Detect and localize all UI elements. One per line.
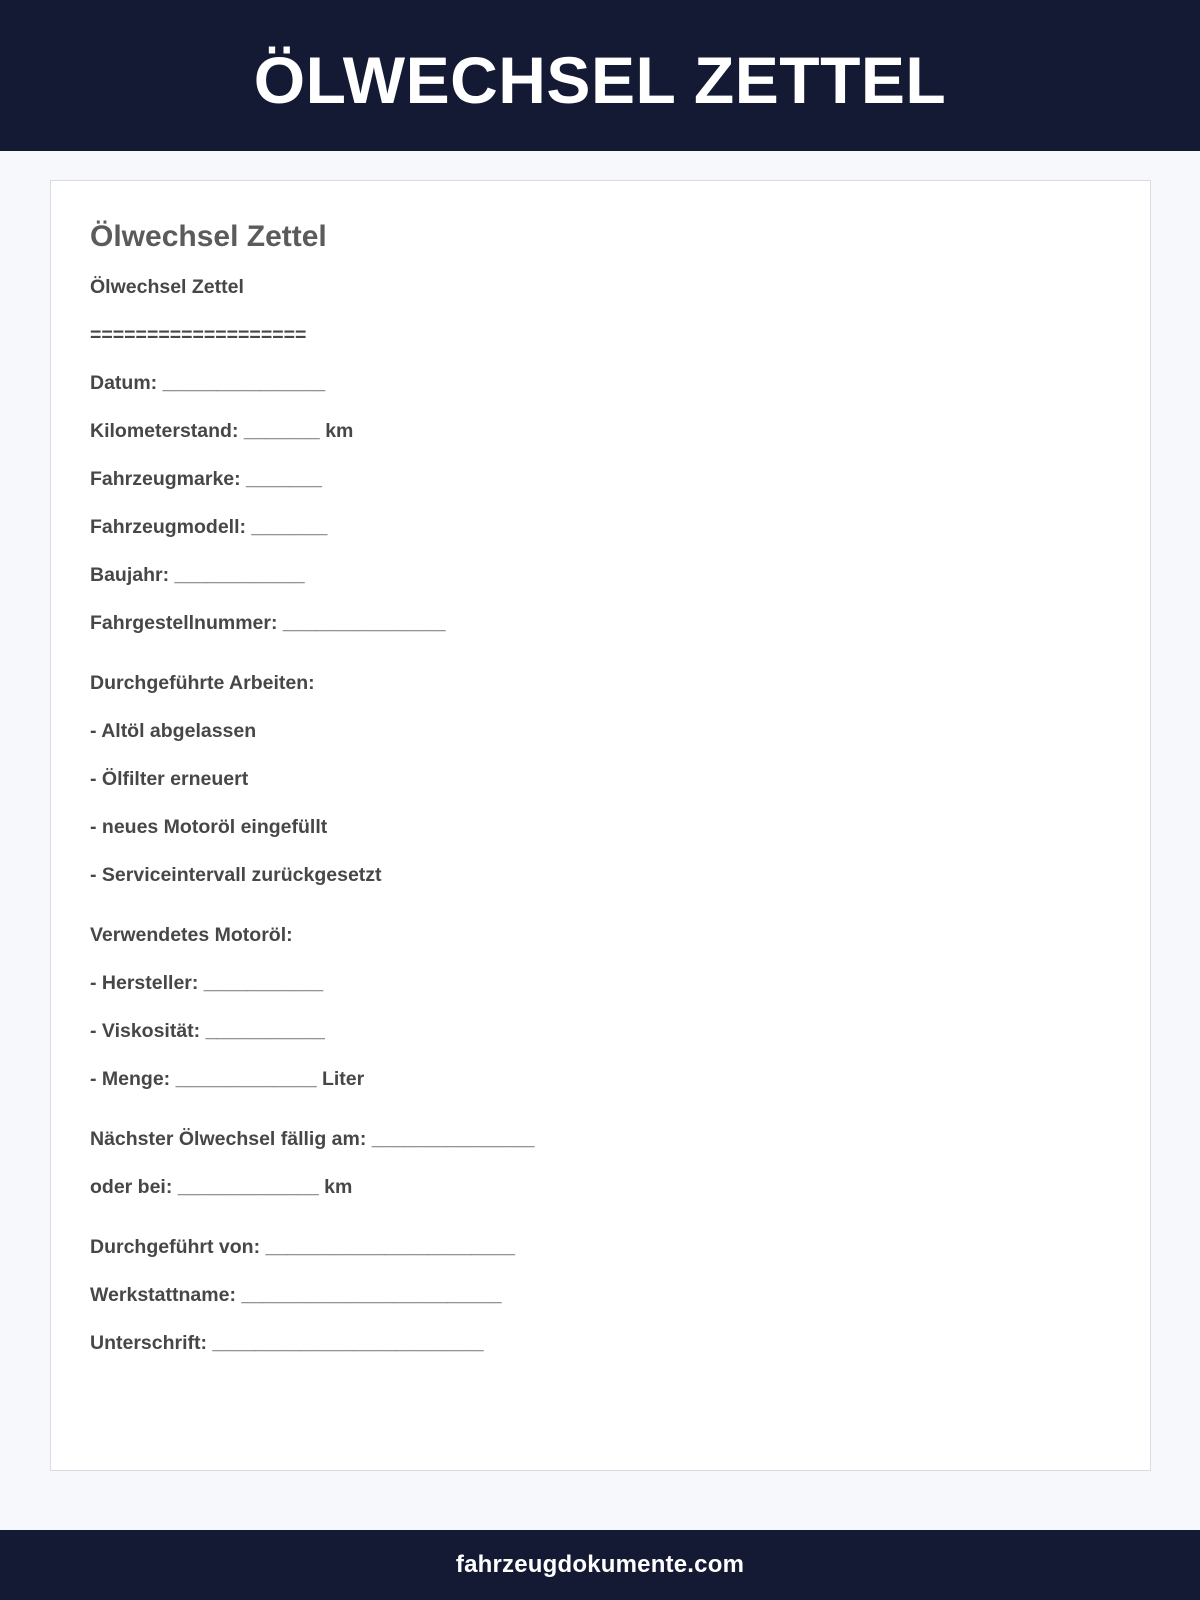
field-kilometerstand: Kilometerstand: _______ km xyxy=(90,420,354,442)
document-card xyxy=(50,180,1151,1471)
field-hersteller: - Hersteller: ___________ xyxy=(90,972,324,994)
list-item: - Serviceintervall zurückgesetzt xyxy=(90,864,382,886)
field-datum: Datum: _______________ xyxy=(90,372,326,394)
footer-bar xyxy=(0,1530,1200,1600)
document-heading: Ölwechsel Zettel xyxy=(90,220,327,253)
document-subtitle: Ölwechsel Zettel xyxy=(90,276,244,298)
section-heading-motoroel: Verwendetes Motoröl: xyxy=(90,924,293,946)
field-naechster-oelwechsel: Nächster Ölwechsel fällig am: _______________ xyxy=(90,1128,535,1150)
footer-website: fahrzeugdokumente.com xyxy=(455,1551,745,1578)
field-oder-bei-km: oder bei: _____________ km xyxy=(90,1176,353,1198)
list-item: - Ölfilter erneuert xyxy=(90,768,249,790)
separator-line: =================== xyxy=(90,324,307,346)
field-fahrzeugmodell: Fahrzeugmodell: _______ xyxy=(90,516,328,538)
field-unterschrift: Unterschrift: _________________________ xyxy=(90,1332,484,1354)
field-werkstattname: Werkstattname: ________________________ xyxy=(90,1284,502,1306)
page-title: ÖLWECHSEL ZETTEL xyxy=(253,42,947,117)
field-baujahr: Baujahr: ____________ xyxy=(90,564,305,586)
field-fahrzeugmarke: Fahrzeugmarke: _______ xyxy=(90,468,322,490)
field-durchgefuehrt-von: Durchgeführt von: _______________________ xyxy=(90,1236,515,1258)
field-menge: - Menge: _____________ Liter xyxy=(90,1068,365,1090)
field-viskositaet: - Viskosität: ___________ xyxy=(90,1020,325,1042)
list-item: - Altöl abgelassen xyxy=(90,720,257,742)
header-banner xyxy=(0,0,1200,151)
field-fahrgestellnummer: Fahrgestellnummer: _______________ xyxy=(90,612,446,634)
section-heading-arbeiten: Durchgeführte Arbeiten: xyxy=(90,672,315,694)
list-item: - neues Motoröl eingefüllt xyxy=(90,816,328,838)
